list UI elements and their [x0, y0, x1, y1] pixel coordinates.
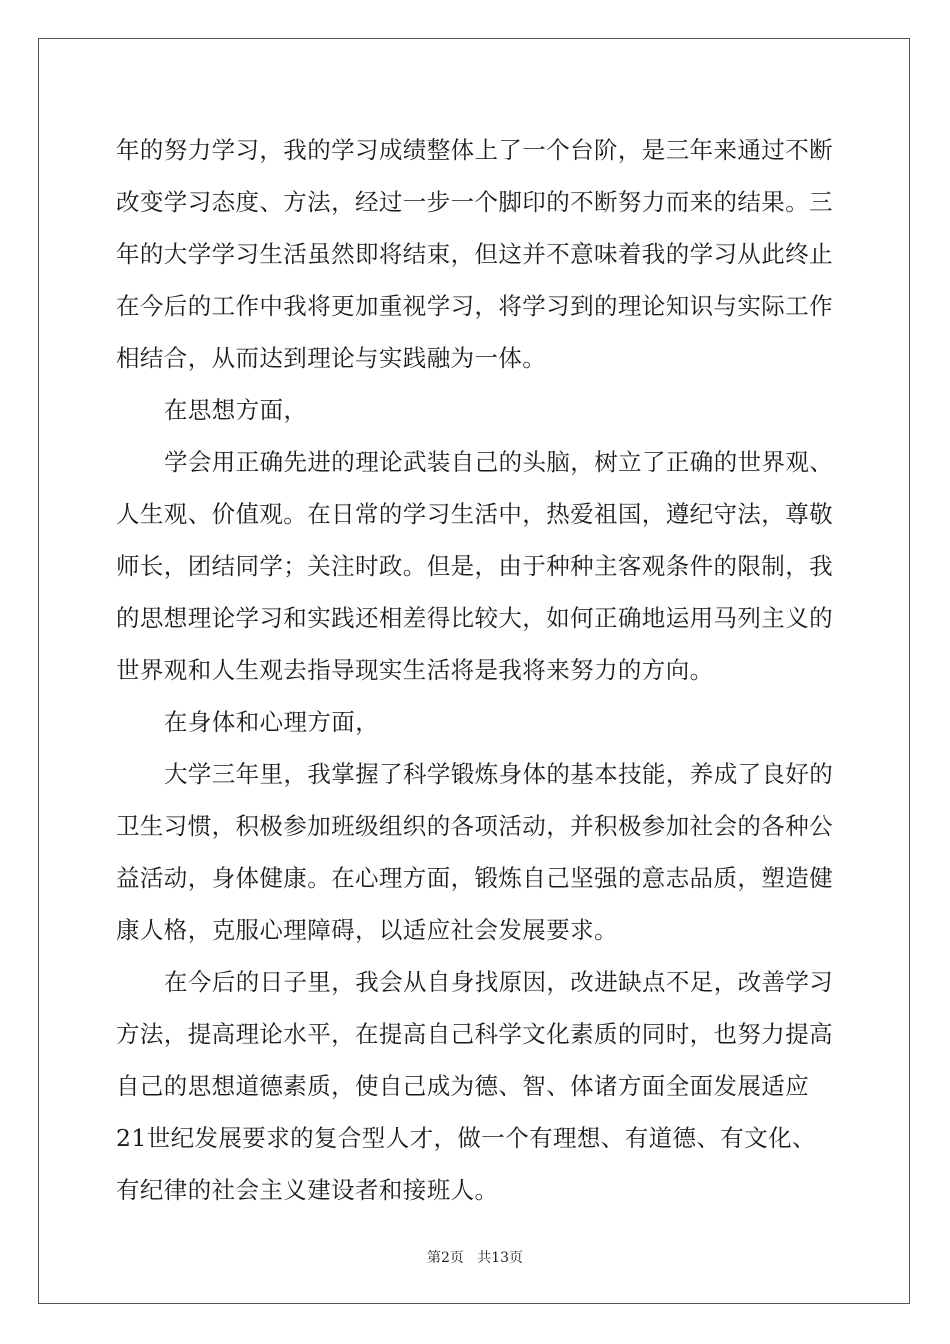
text-line: 年的努力学习，我的学习成绩整体上了一个台阶，是三年来通过不断 [116, 136, 833, 164]
section-heading-thought: 在思想方面， [164, 396, 308, 424]
text-line: 年的大学学习生活虽然即将结束，但这并不意味着我的学习从此终止 [116, 240, 833, 268]
text-line: 大学三年里，我掌握了科学锻炼身体的基本技能，养成了良好的 [164, 760, 834, 788]
document-body [116, 124, 836, 1216]
text-line: 康人格，克服心理障碍，以适应社会发展要求。 [116, 916, 618, 944]
text-line: 相结合，从而达到理论与实践融为一体。 [116, 344, 547, 372]
text-line: 师长，团结同学；关注时政。但是，由于种种主客观条件的限制，我 [116, 552, 833, 580]
text-line: 改变学习态度、方法，经过一步一个脚印的不断努力而来的结果。三 [116, 188, 833, 216]
page-number-footer: 第2页 共13页 [426, 1250, 524, 1266]
section-heading-body-mind: 在身体和心理方面， [164, 708, 380, 736]
text-line: 学会用正确先进的理论武装自己的头脑，树立了正确的世界观、 [164, 448, 834, 476]
text-line: 在今后的工作中我将更加重视学习，将学习到的理论知识与实际工作 [116, 292, 833, 320]
text-line: 的思想理论学习和实践还相差得比较大，如何正确地运用马列主义的 [116, 604, 833, 632]
text-line: 世界观和人生观去指导现实生活将是我将来努力的方向。 [116, 656, 714, 684]
text-line: 有纪律的社会主义建设者和接班人。 [116, 1176, 499, 1204]
text-line: 卫生习惯，积极参加班级组织的各项活动，并积极参加社会的各种公 [116, 812, 833, 840]
text-line: 21世纪发展要求的复合型人才，做一个有理想、有道德、有文化、 [116, 1124, 816, 1152]
text-line: 在今后的日子里，我会从自身找原因，改进缺点不足，改善学习 [164, 968, 834, 996]
text-line: 益活动，身体健康。在心理方面，锻炼自己坚强的意志品质，塑造健 [116, 864, 833, 892]
text-line: 方法，提高理论水平，在提高自己科学文化素质的同时，也努力提高 [116, 1020, 833, 1048]
text-line: 自己的思想道德素质，使自己成为德、智、体诸方面全面发展适应 [116, 1072, 810, 1100]
text-line: 人生观、价值观。在日常的学习生活中，热爱祖国，遵纪守法，尊敬 [116, 500, 833, 528]
